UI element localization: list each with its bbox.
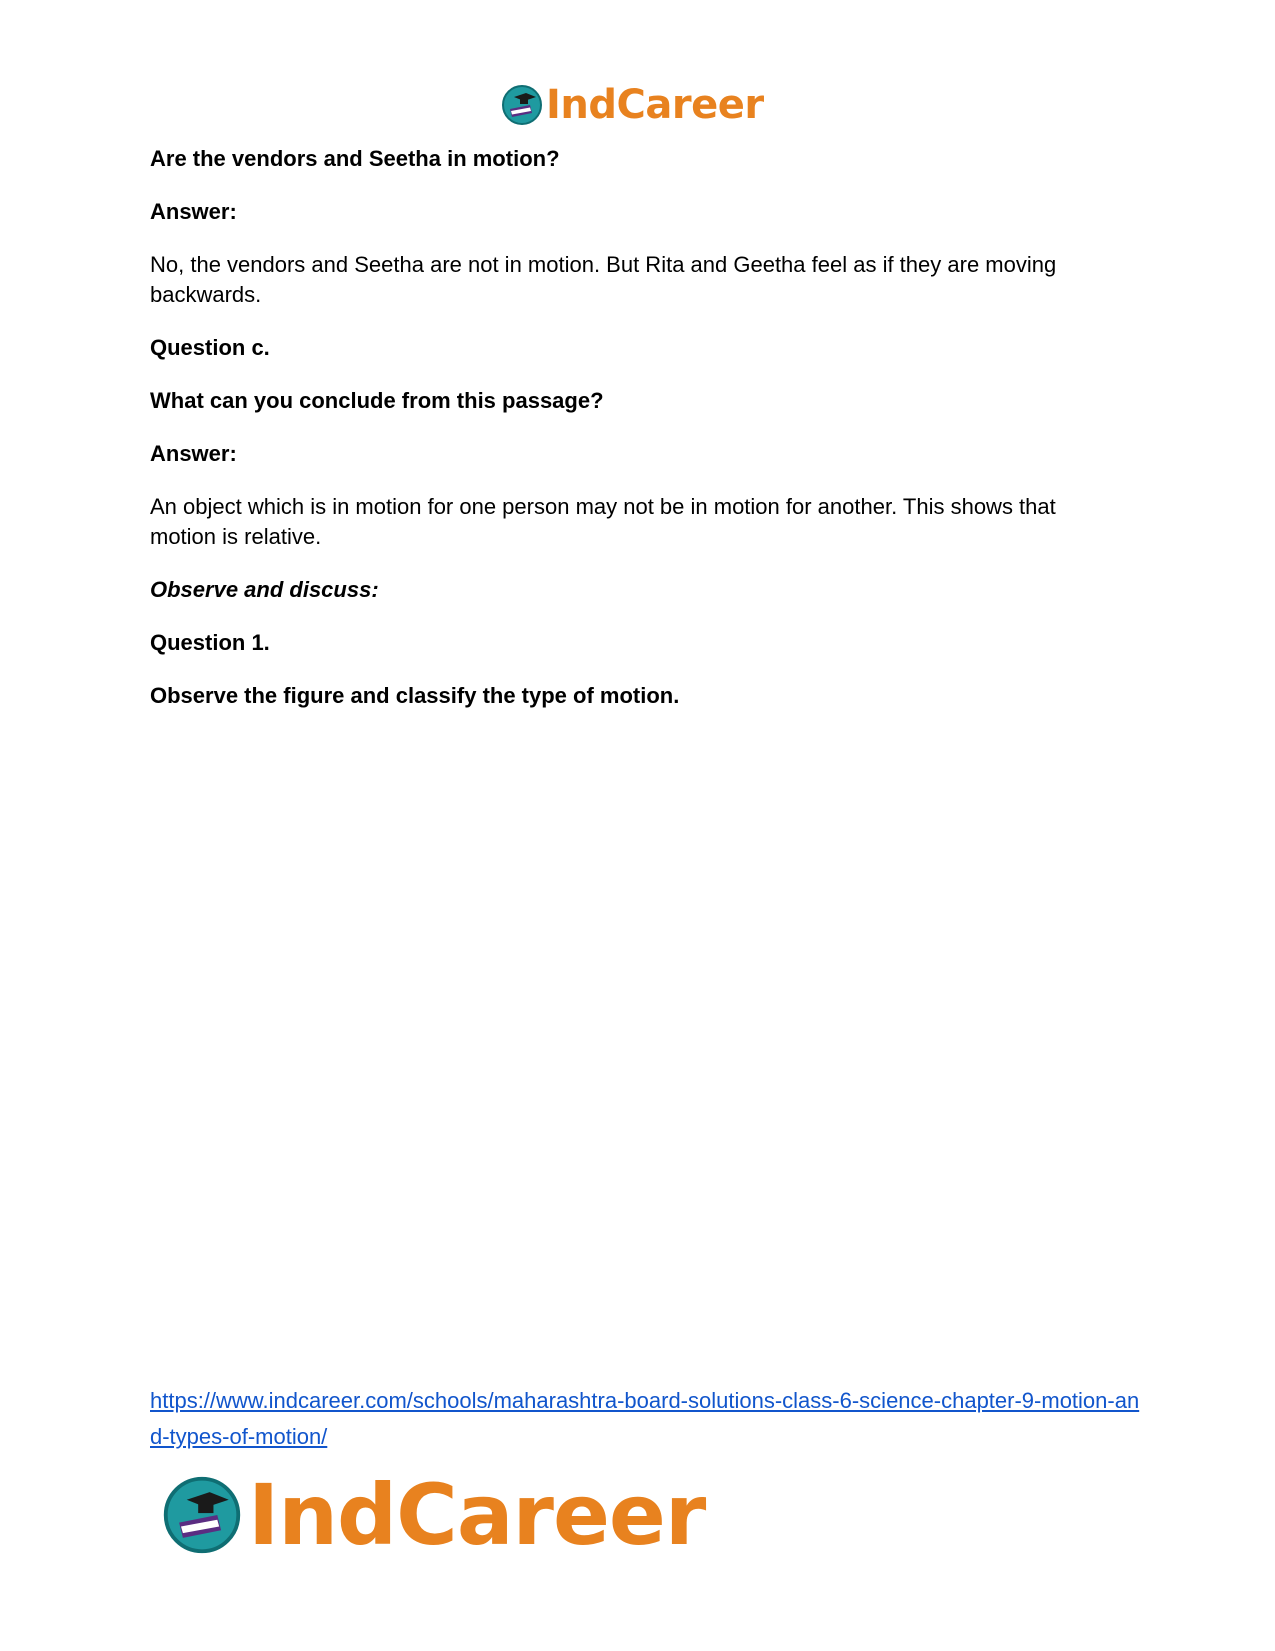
- logo-wordmark: IndCareer: [546, 82, 764, 128]
- document-body: [150, 144, 1125, 711]
- footer-logo: [160, 1466, 706, 1564]
- header-logo: [500, 80, 764, 130]
- question-text: Observe the figure and classify the type of motion.: [150, 683, 680, 708]
- graduation-book-icon: [160, 1473, 244, 1557]
- logo-wordmark: IndCareer: [248, 1466, 706, 1564]
- answer-label: Answer:: [150, 199, 237, 224]
- section-heading: Observe and discuss:: [150, 577, 379, 602]
- question-text: What can you conclude from this passage?: [150, 388, 604, 413]
- question-number: Question 1.: [150, 630, 270, 655]
- answer-label: Answer:: [150, 441, 237, 466]
- graduation-book-icon: [500, 83, 544, 127]
- answer-text: No, the vendors and Seetha are not in motion. But Rita and Geetha feel as if they are moving backwards.: [150, 252, 1057, 307]
- question-number: Question c.: [150, 335, 270, 360]
- source-url-link[interactable]: https://www.indcareer.com/schools/maharashtra-board-solutions-class-6-science-chapter-9-motion-and-types-of-motion/: [150, 1388, 1140, 1449]
- answer-text: An object which is in motion for one person may not be in motion for another. This shows that motion is relative.: [150, 494, 1056, 549]
- question-text: Are the vendors and Seetha in motion?: [150, 146, 560, 171]
